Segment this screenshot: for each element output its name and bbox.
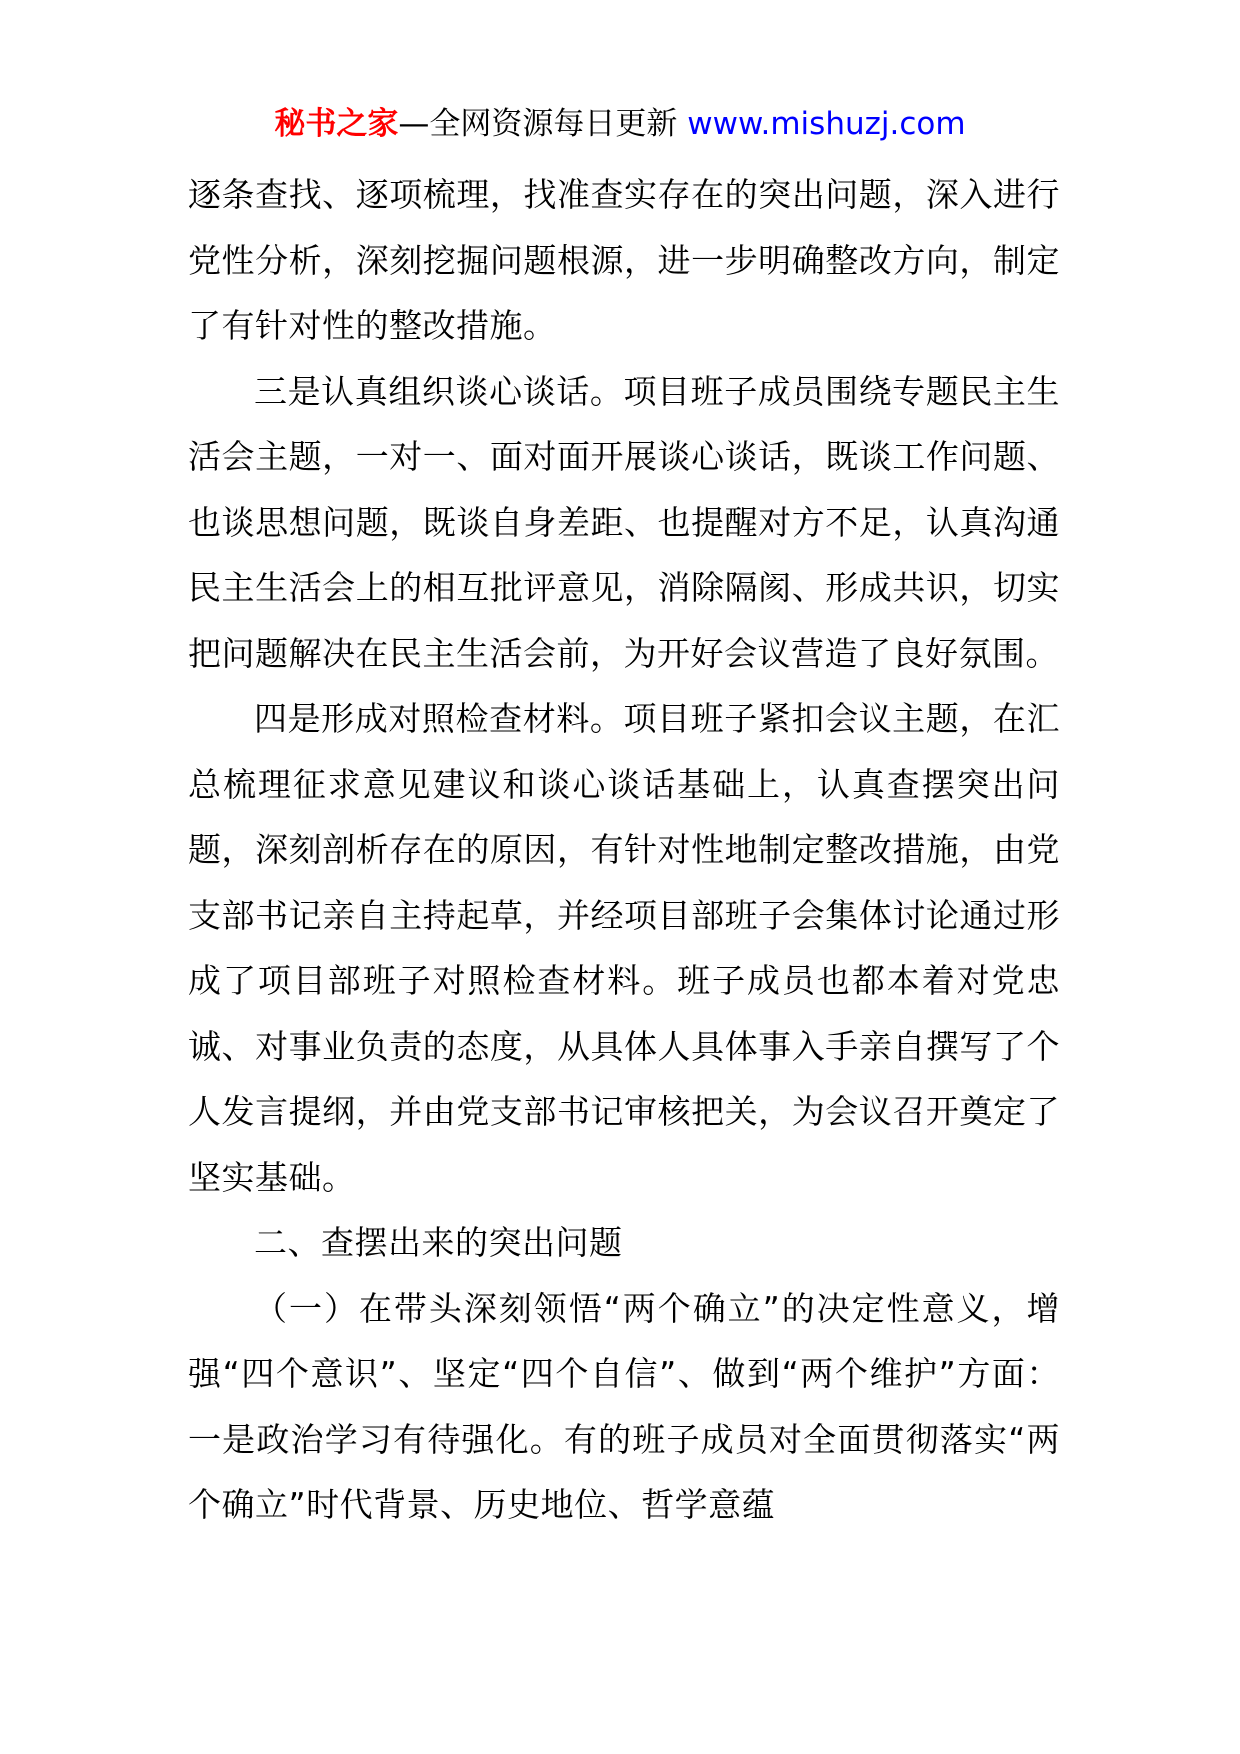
paragraph-subsection-one: （一）在带头深刻领悟“两个确立”的决定性意义，增强“四个意识”、坚定“四个自信”、做到“两个维护”方面：一是政治学习有待强化。有的班子成员对全面贯彻落实“两个确立”时代背景、历史地位、哲学意蕴 [188,1288,1060,1524]
document-body [188,162,1060,1538]
header-url[interactable]: www.mishuzj.com [687,106,966,142]
header-tagline: —全网资源每日更新 [398,106,688,142]
section-heading: 二、查摆出来的突出问题 [254,1223,623,1262]
paragraph-materials: 四是形成对照检查材料。项目班子紧扣会议主题，在汇总梳理征求意见建议和谈心谈话基础上，认真查摆突出问题，深刻剖析存在的原因，有针对性地制定整改措施，由党支部书记亲自主持起草，并经项目部班子会集体讨论通过形成了项目部班子对照检查材料。班子成员也都本着对党忠诚、对事业负责的态度，从具体人具体事入手亲自撰写了个人发言提纲，并由党支部书记审核把关，为会议召开奠定了坚实基础。 [188,699,1060,1197]
header-brand: 秘书之家 [274,106,399,142]
paragraph-talks: 三是认真组织谈心谈话。项目班子成员围绕专题民主生活会主题，一对一、面对面开展谈心谈话，既谈工作问题、也谈思想问题，既谈自身差距、也提醒对方不足，认真沟通民主生活会上的相互批评意见，消除隔阂、形成共识，切实把问题解决在民主生活会前，为开好会议营造了良好氛围。 [188,371,1060,673]
paragraph-continuation: 逐条查找、逐项梳理，找准查实存在的突出问题，深入进行党性分析，深刻挖掘问题根源，进一步明确整改方向，制定了有针对性的整改措施。 [188,175,1060,345]
watermark-header [0,104,1240,144]
